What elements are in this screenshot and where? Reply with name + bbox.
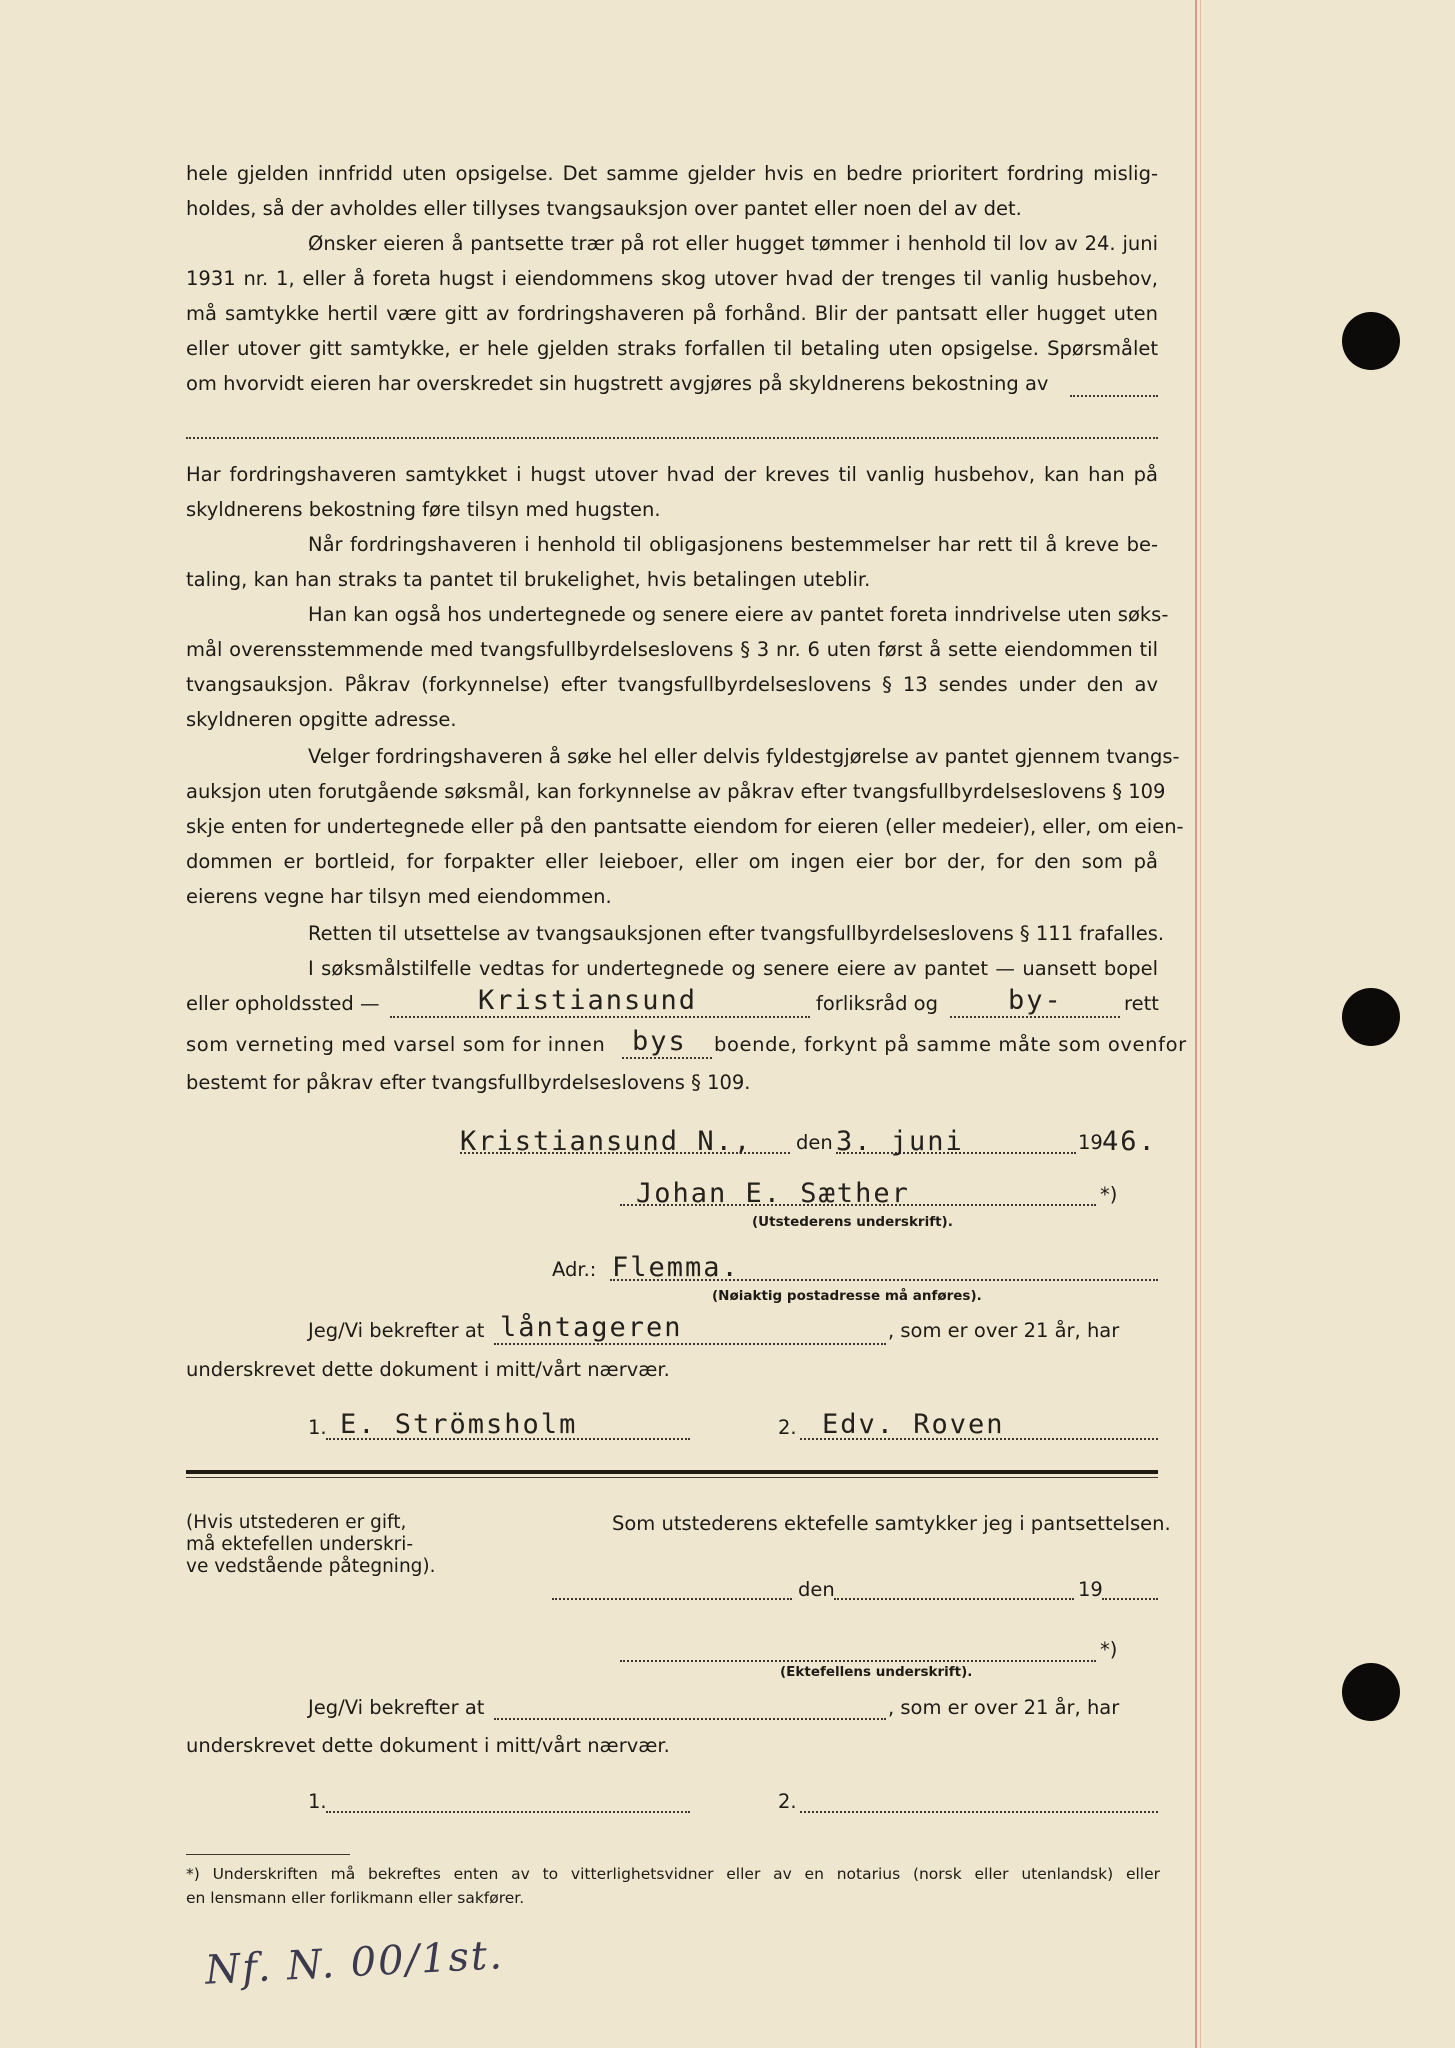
spouse-confirm-suffix: , som er over 21 år, har [888, 1696, 1120, 1719]
margin-rule-secondary [1200, 0, 1201, 2048]
fill-in-line [610, 1279, 1158, 1281]
date-label: den [796, 1131, 833, 1154]
witness-line2: underskrevet dette dokument i mitt/vårt nærvær. [186, 1358, 670, 1381]
date-value: 3. juni [836, 1126, 964, 1157]
spouse-confirm-prefix: Jeg/Vi bekrefter at [308, 1696, 485, 1719]
signature-line [800, 1438, 1158, 1440]
address-caption: (Nøiaktig postadresse må anføres). [712, 1288, 982, 1304]
witness-role: låntageren [500, 1312, 683, 1343]
signer-name: Johan E. Sæther [636, 1178, 910, 1209]
fill-in-line [834, 1598, 1074, 1600]
spouse-note-line: ve vedstående påtegning). [186, 1556, 436, 1577]
signature-line [800, 1811, 1158, 1813]
footnote-line: en lensmann eller forlikmann eller sakfører. [186, 1889, 525, 1907]
court-name: Kristiansund [478, 985, 698, 1016]
signature-line [620, 1660, 1096, 1662]
body-line: I søksmålstilfelle vedtas for undertegnede og senere eiere av pantet — uansett bopel [308, 957, 1158, 980]
body-line: hele gjelden innfridd uten opsigelse. Det samme gjelder hvis en bedre prioritert fordring mislig- [186, 162, 1158, 185]
signature-line [620, 1204, 1096, 1206]
spouse-note-line: (Hvis utstederen er gift, [186, 1512, 407, 1533]
signature-line [326, 1438, 690, 1440]
punch-hole [1342, 1663, 1400, 1721]
body-line: Har fordringshaveren samtykket i hugst utover hvad der kreves til vanlig husbehov, kan han på [186, 463, 1158, 486]
fill-in-line [494, 1343, 886, 1345]
year-suffix: 46. [1102, 1126, 1157, 1157]
spouse-witness-number-1: 1. [308, 1790, 327, 1813]
handwritten-note: Nf. N. 00/1st. [204, 1932, 505, 1994]
witness-1-name: E. Strömsholm [340, 1409, 578, 1440]
body-line: taling, kan han straks ta pantet til brukelighet, hvis betalingen uteblir. [186, 568, 871, 591]
spouse-witness-number-2: 2. [778, 1790, 797, 1813]
fill-in-line [390, 1016, 810, 1018]
signer-star: *) [1100, 1183, 1118, 1206]
witness-number-1: 1. [308, 1416, 327, 1439]
fill-in-line [622, 1057, 712, 1059]
fill-in-line [494, 1718, 886, 1720]
body-line: holdes, så der avholdes eller tillyses tvangsauksjon over pantet eller noen del av det. [186, 197, 1022, 220]
spouse-caption: (Ektefellens underskrift). [780, 1664, 973, 1680]
fill-in-line [552, 1598, 792, 1600]
witness-number-2: 2. [778, 1416, 797, 1439]
fill-in-line [1070, 395, 1158, 397]
body-line: Velger fordringshaveren å søke hel eller delvis fyldestgjørelse av pantet gjennem tvangs- [308, 745, 1180, 768]
year-prefix: 19 [1078, 1131, 1103, 1154]
body-line: må samtykke hertil være gitt av fordringshaveren på forhånd. Blir der pantsatt eller hugget uten [186, 302, 1158, 325]
address-value: Flemma. [612, 1252, 740, 1283]
scope-value: bys [632, 1026, 687, 1057]
fill-in-line [460, 1152, 790, 1154]
address-label: Adr.: [552, 1258, 597, 1281]
signer-caption: (Utstederens underskrift). [752, 1214, 953, 1230]
body-line: 1931 nr. 1, eller å foreta hugst i eiendommens skog utover hvad der trenges til vanlig husbehov, [186, 267, 1158, 290]
court-type: by- [1008, 985, 1063, 1016]
punch-hole [1342, 312, 1400, 370]
body-line: som verneting med varsel som for innen [186, 1033, 606, 1056]
body-line: eierens vegne har tilsyn med eiendommen. [186, 885, 612, 908]
body-line: tvangsauksjon. Påkrav (forkynnelse) efter tvangsfullbyrdelseslovens § 13 sendes under den av [186, 673, 1158, 696]
body-line: auksjon uten forutgående søksmål, kan forkynnelse av påkrav efter tvangsfullbyrdelseslovens § 109 [186, 780, 1166, 803]
body-line: Retten til utsettelse av tvangsauksjonen efter tvangsfullbyrdelseslovens § 111 frafalles. [308, 922, 1165, 945]
venue-mid: forliksråd og [816, 992, 938, 1015]
witness-prefix: Jeg/Vi bekrefter at [308, 1319, 485, 1342]
body-line: skyldneren opgitte adresse. [186, 708, 457, 731]
section-divider-thin [186, 1477, 1158, 1478]
spouse-date-label: den [798, 1578, 835, 1601]
place-value: Kristiansund N., [460, 1126, 753, 1157]
body-line: mål overensstemmende med tvangsfullbyrdelseslovens § 3 nr. 6 uten først å sette eiendommen til [186, 638, 1158, 661]
witness-2-name: Edv. Roven [822, 1409, 1005, 1440]
punch-hole [1342, 988, 1400, 1046]
fill-in-line [950, 1016, 1120, 1018]
body-line: skyldnerens bekostning føre tilsyn med hugsten. [186, 498, 661, 521]
fill-in-line [186, 437, 1158, 439]
body-line: Ønsker eieren å pantsette trær på rot eller hugget tømmer i henhold til lov av 24. juni [308, 232, 1158, 255]
section-divider [186, 1470, 1158, 1474]
body-line: bestemt for påkrav efter tvangsfullbyrdelseslovens § 109. [186, 1071, 751, 1094]
margin-rule [1195, 0, 1197, 2048]
body-line: skje enten for undertegnede eller på den pantsatte eiendom for eieren (eller medeier), eller, om eien- [186, 815, 1184, 838]
fill-in-line [1102, 1598, 1158, 1600]
body-line: boende, forkynt på samme måte som ovenfor [714, 1033, 1187, 1056]
venue-suffix: rett [1124, 992, 1159, 1015]
spouse-star: *) [1100, 1638, 1118, 1661]
spouse-year-prefix: 19 [1078, 1578, 1103, 1601]
footnote-rule [186, 1854, 350, 1855]
spouse-consent: Som utstederens ektefelle samtykker jeg i pantsettelsen. [612, 1512, 1171, 1535]
witness-suffix: , som er over 21 år, har [888, 1319, 1120, 1342]
body-line: dommen er bortleid, for forpakter eller leieboer, eller om ingen eier bor der, for den som på [186, 850, 1158, 873]
body-line: Når fordringshaveren i henhold til obligasjonens bestemmelser har rett til å kreve be- [308, 533, 1158, 556]
footnote-line: *) Underskriften må bekreftes enten av to vitterlighetsvidner eller av en notarius (norsk eller utenlandsk) eller [186, 1865, 1160, 1883]
spouse-confirm-line2: underskrevet dette dokument i mitt/vårt nærvær. [186, 1734, 670, 1757]
body-line: om hvorvidt eieren har overskredet sin hugstrett avgjøres på skyldnerens bekostning av [186, 372, 1049, 395]
spouse-note-line: må ektefellen underskri- [186, 1534, 414, 1555]
signature-line [326, 1811, 690, 1813]
venue-prefix: eller opholdssted — [186, 992, 380, 1015]
body-line: eller utover gitt samtykke, er hele gjelden straks forfallen til betaling uten opsigelse. Spørsmålet [186, 337, 1158, 360]
body-line: Han kan også hos undertegnede og senere eiere av pantet foreta inndrivelse uten søks- [308, 603, 1169, 626]
